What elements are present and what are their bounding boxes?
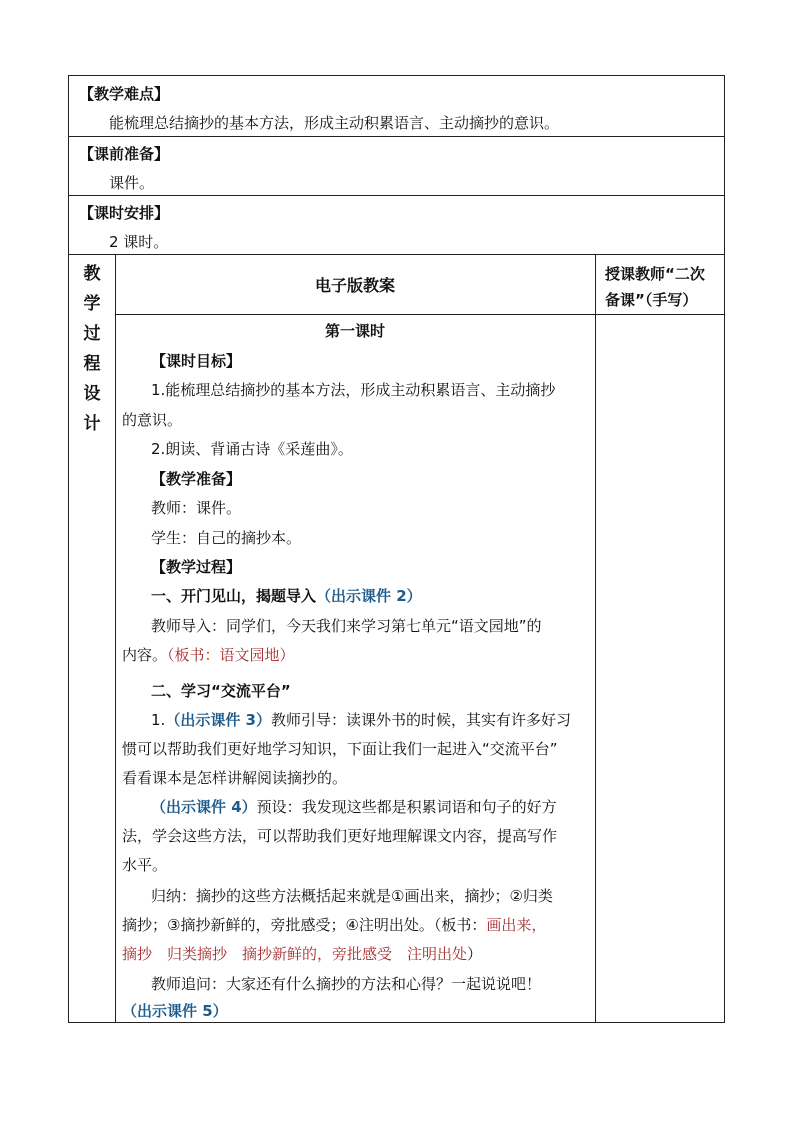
p2-3-line2-wrap bbox=[122, 915, 546, 935]
lesson-title: 第一课时 bbox=[324, 322, 385, 340]
side-label-char: 学 bbox=[83, 294, 101, 314]
p2-1-text: 教师引导：读课外书的时候，其实有许多好习 bbox=[270, 711, 571, 729]
goal1-line2: 的意识。 bbox=[122, 411, 183, 429]
prep-heading: 【教学准备】 bbox=[151, 470, 242, 488]
p2-2-line3: 水平。 bbox=[122, 856, 168, 874]
p2-2-line1 bbox=[151, 797, 557, 817]
prep-student: 学生：自己的摘抄本。 bbox=[151, 529, 302, 547]
p2-1-line1 bbox=[151, 710, 571, 730]
part1-line2-wrap bbox=[122, 645, 295, 665]
board-note: 画出来， bbox=[486, 916, 547, 934]
lesson-plan-table bbox=[68, 75, 725, 1023]
schedule-heading: 【课时安排】 bbox=[79, 204, 170, 222]
difficulty-heading: 【教学难点】 bbox=[79, 85, 170, 103]
courseware-ref: （出示课件 3） bbox=[165, 711, 271, 729]
goal1-line1: 1.能梳理总结摘抄的基本方法，形成主动积累语言、主动摘抄 bbox=[151, 381, 556, 399]
board-note: （板书：语文园地） bbox=[167, 646, 295, 664]
preparation-content: 课件。 bbox=[109, 174, 155, 192]
part1-line2: 内容。 bbox=[122, 646, 168, 664]
p2-3-close: ） bbox=[467, 945, 483, 963]
schedule-content: 2 课时。 bbox=[109, 233, 169, 251]
row-divider bbox=[69, 136, 724, 137]
process-heading: 【教学过程】 bbox=[151, 558, 242, 576]
preparation-heading: 【课前准备】 bbox=[79, 145, 170, 163]
p2-1-num: 1. bbox=[151, 711, 166, 729]
right-column-header-line1: 授课教师“二次 bbox=[605, 265, 705, 283]
p2-3-line1: 归纳：摘抄的这些方法概括起来就是①画出来，摘抄；②归类 bbox=[151, 887, 553, 905]
courseware-ref: （出示课件 2） bbox=[316, 587, 422, 605]
part2-title: 二、学习“交流平台” bbox=[151, 682, 291, 700]
p2-3-line2: 摘抄；③摘抄新鲜的，旁批感受；④注明出处。（板书： bbox=[122, 916, 487, 934]
row-divider bbox=[115, 314, 724, 315]
board-note: 摘抄 归类摘抄 摘抄新鲜的，旁批感受 注明出处 bbox=[122, 945, 468, 963]
prep-teacher: 教师：课件。 bbox=[151, 499, 242, 517]
side-label-char: 设 bbox=[83, 384, 101, 404]
part1-title: 一、开门见山，揭题导入 bbox=[151, 587, 317, 605]
side-label-char: 过 bbox=[83, 324, 101, 344]
p2-2-line2: 法，学会这些方法，可以帮助我们更好地理解课文内容，提高写作 bbox=[122, 827, 558, 845]
side-label-char: 程 bbox=[83, 354, 101, 374]
col-divider bbox=[115, 254, 116, 1022]
p2-1-line3: 看看课本是怎样讲解阅读摘抄的。 bbox=[122, 769, 348, 787]
col-divider bbox=[595, 254, 596, 1022]
goal2: 2.朗读、背诵古诗《采莲曲》。 bbox=[151, 440, 353, 458]
courseware-ref: （出示课件 4） bbox=[151, 798, 257, 816]
side-label-char: 计 bbox=[83, 414, 101, 434]
difficulty-content: 能梳理总结摘抄的基本方法，形成主动积累语言、主动摘抄的意识。 bbox=[109, 114, 560, 132]
p2-4-line1: 教师追问：大家还有什么摘抄的方法和心得？一起说说吧！ bbox=[151, 975, 542, 993]
p2-3-line3-wrap bbox=[122, 944, 482, 964]
right-column-header-line2: 备课”（手写） bbox=[605, 291, 698, 309]
courseware-ref: （出示课件 5） bbox=[122, 1002, 228, 1020]
row-divider bbox=[69, 254, 724, 255]
side-label-char: 教 bbox=[83, 264, 101, 284]
p2-2-text: 预设：我发现这些都是积累词语和句子的好方 bbox=[256, 798, 557, 816]
goals-heading: 【课时目标】 bbox=[151, 352, 242, 370]
p2-1-line2: 惯可以帮助我们更好地学习知识，下面让我们一起进入“交流平台” bbox=[122, 740, 558, 758]
part1-heading-line bbox=[151, 586, 422, 606]
part1-line1: 教师导入：同学们，今天我们来学习第七单元“语文园地”的 bbox=[151, 617, 542, 635]
row-divider bbox=[69, 195, 724, 196]
middle-column-header: 电子版教案 bbox=[314, 276, 395, 295]
